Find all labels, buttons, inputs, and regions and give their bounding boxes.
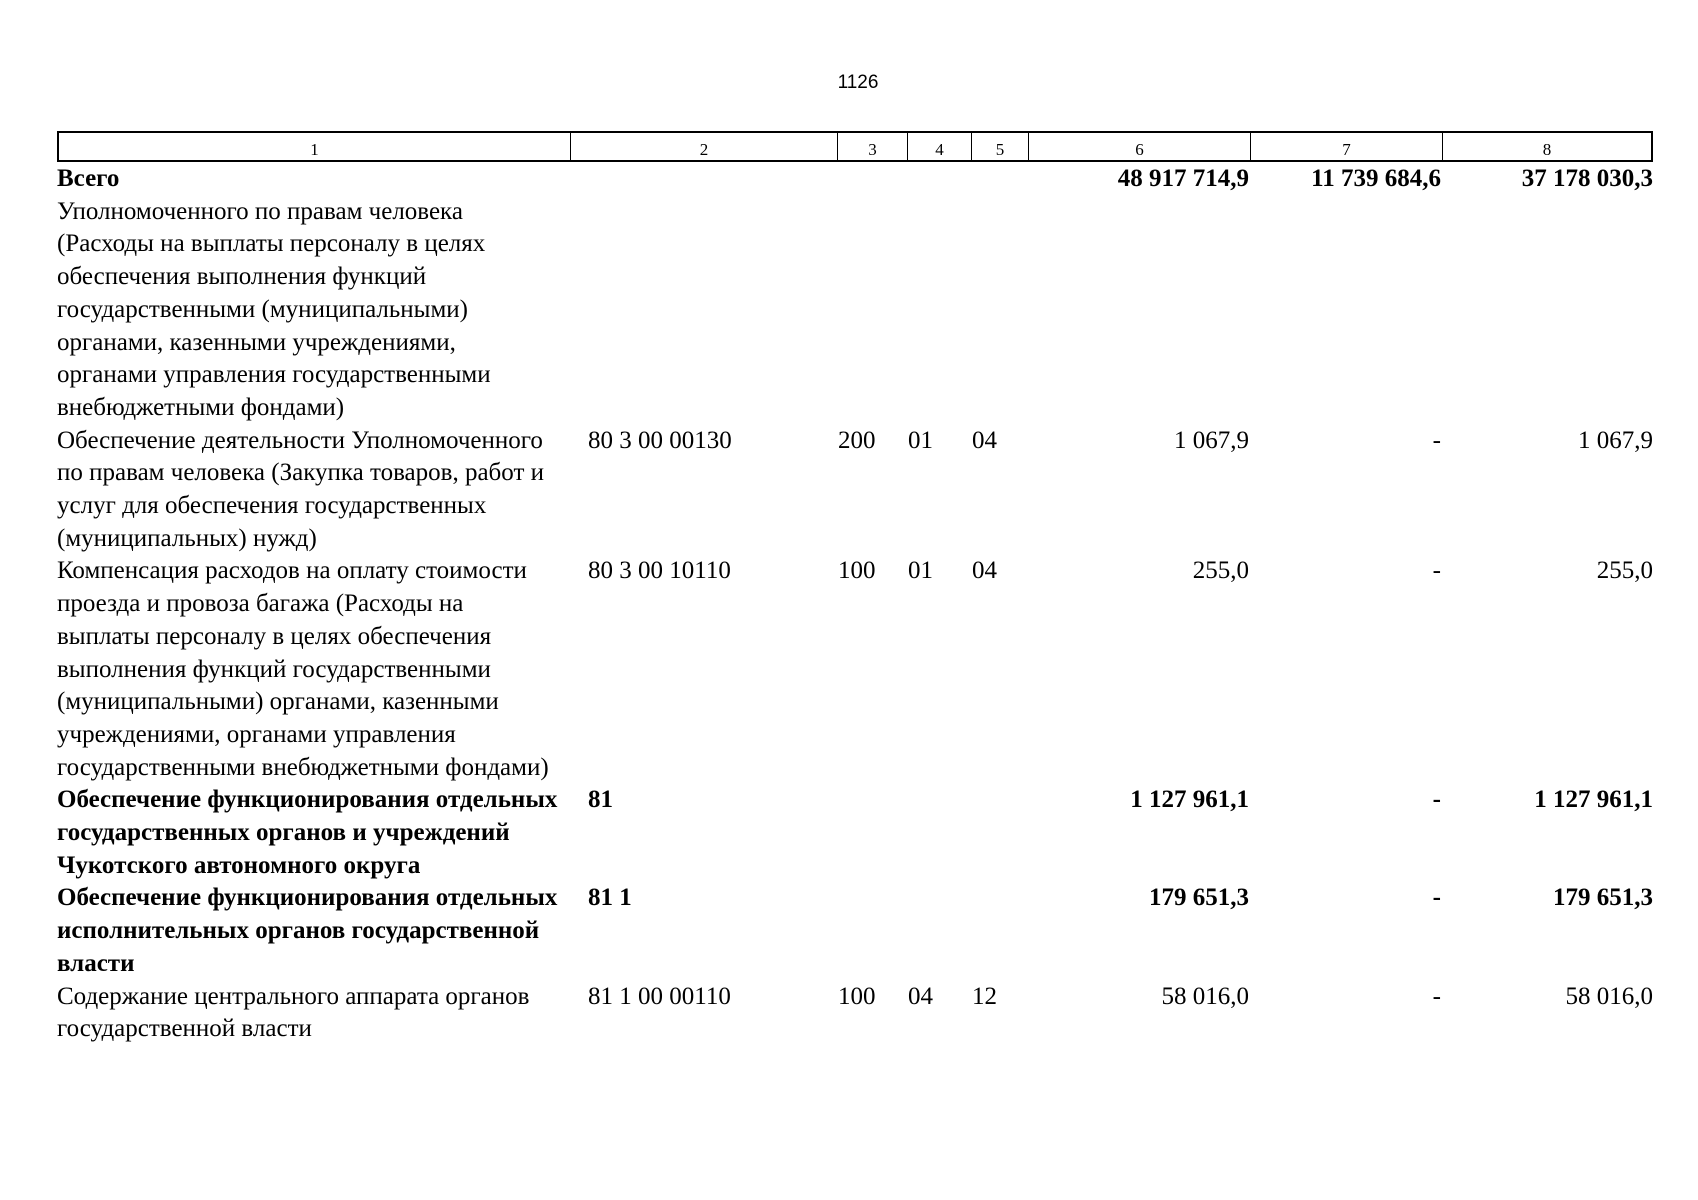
row-code: 80 3 00 10110: [588, 557, 731, 585]
column-number-5: 5: [972, 133, 1029, 160]
table-row: [57, 555, 1653, 784]
row-federal-amount: -: [1432, 557, 1441, 585]
row-name: Содержание центрального аппарата органов государственной власти: [57, 982, 530, 1043]
column-number-4: 4: [908, 133, 972, 160]
row-total-amount: 1 127 961,1: [1130, 786, 1249, 814]
row-regional-amount: [1441, 196, 1653, 425]
row-vr: 100: [838, 982, 876, 1010]
row-rz: [906, 882, 970, 980]
row-pr: 04: [972, 426, 997, 454]
row-total-amount: 255,0: [1192, 557, 1249, 585]
row-rz: 01: [908, 426, 933, 454]
row-regional-amount: 1 067,9: [1578, 426, 1653, 454]
row-code: 81 1 00 00110: [588, 982, 731, 1010]
row-name: Уполномоченного по правам человека (Расходы на выплаты персоналу в целях обеспечения выполнения функций государственными (муниципальными) органами, казенными учреждениями, органами управления государственными внебюджетными фондами): [57, 197, 491, 421]
row-total-amount: 1 067,9: [1174, 426, 1249, 454]
row-code: 81: [588, 786, 613, 814]
row-vr: [836, 163, 906, 196]
row-total-amount: 48 917 714,9: [1117, 165, 1249, 192]
row-regional-amount: 1 127 961,1: [1534, 786, 1653, 814]
table-row-section: [57, 784, 1653, 882]
column-number-2: 2: [571, 133, 838, 160]
row-vr: 100: [838, 557, 876, 585]
row-vr: [836, 784, 906, 882]
table-row: [57, 981, 1653, 1046]
row-federal-amount: [1249, 196, 1441, 425]
row-rz: [906, 196, 970, 425]
table-row: [57, 425, 1653, 556]
row-rz: [906, 163, 970, 196]
row-name: Компенсация расходов на оплату стоимости проезда и провоза багажа (Расходы на выплаты персоналу в целях обеспечения выполнения функций государственными (муниципальными) органами, казенными учреждениями, органами управления государственными внебюджетными фондами): [57, 557, 549, 781]
row-name: Обеспечение функционирования отдельных исполнительных органов государственной власти: [57, 884, 558, 977]
row-federal-amount: -: [1432, 982, 1441, 1010]
table-row-subsection: [57, 882, 1653, 980]
table-row-total: [57, 163, 1653, 196]
budget-table-body: [57, 163, 1653, 1046]
table-row: [57, 196, 1653, 425]
row-name: Обеспечение функционирования отдельных государственных органов и учреждений Чукотского автономного округа: [57, 786, 558, 879]
row-total-amount: 179 651,3: [1149, 884, 1249, 912]
row-vr: 200: [838, 426, 876, 454]
row-regional-amount: 179 651,3: [1553, 884, 1653, 912]
column-number-1: 1: [59, 133, 571, 160]
row-pr: [970, 784, 1027, 882]
row-pr: 04: [972, 557, 997, 585]
row-pr: [970, 882, 1027, 980]
row-vr: [836, 196, 906, 425]
row-federal-amount: -: [1432, 884, 1441, 912]
row-regional-amount: 58 016,0: [1565, 982, 1653, 1010]
row-pr: 12: [972, 982, 997, 1010]
page-number: 1126: [837, 72, 879, 93]
column-number-8: 8: [1542, 140, 1552, 159]
row-federal-amount: -: [1432, 426, 1441, 454]
column-number-6: 6: [1029, 133, 1251, 160]
row-vr: [836, 882, 906, 980]
row-federal-amount: 11 739 684,6: [1311, 165, 1441, 192]
column-number-header: [57, 131, 1653, 162]
column-number-3: 3: [838, 133, 908, 160]
row-code: 80 3 00 00130: [588, 426, 732, 454]
row-name: Обеспечение деятельности Уполномоченного по правам человека (Закупка товаров, работ и услуг для обеспечения государственных (муниципальных) нужд): [57, 426, 544, 552]
row-rz: 04: [908, 982, 933, 1010]
row-code: 81 1: [588, 884, 632, 912]
row-federal-amount: -: [1432, 786, 1441, 814]
row-pr: [970, 196, 1027, 425]
row-total-amount: [1027, 196, 1249, 425]
column-number-7: 7: [1251, 133, 1443, 160]
row-rz: [906, 784, 970, 882]
row-pr: [970, 163, 1027, 196]
row-total-amount: 58 016,0: [1161, 982, 1249, 1010]
row-code: [569, 163, 836, 196]
row-rz: 01: [908, 557, 933, 585]
row-code: [569, 196, 836, 425]
row-regional-amount: 37 178 030,3: [1521, 165, 1653, 192]
row-name: Всего: [57, 165, 120, 192]
row-regional-amount: 255,0: [1596, 557, 1653, 585]
